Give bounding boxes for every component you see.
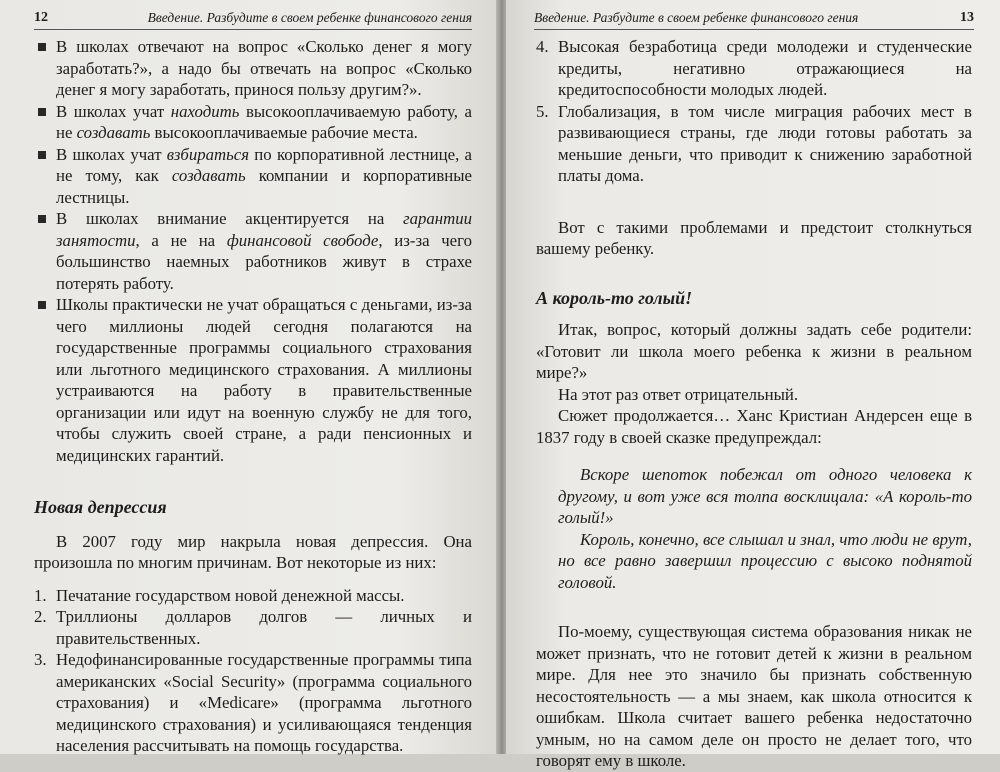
item-text: Печатание государством новой денежной массы. <box>56 585 405 605</box>
bullet-item <box>34 294 472 466</box>
text-run: В школах отвечают на вопрос «Сколько денег я могу заработать?», а надо бы отвечать на вопрос «Сколько денег я могу заработать, принося пользу другим?». <box>56 37 472 99</box>
text-run: В школах учат <box>56 101 171 121</box>
item-text: Триллионы долларов долгов — личных и правительственных. <box>56 607 472 648</box>
item-text: Высокая безработица среди молодежи и студенческие кредиты, негативно отражающиеся на кредитоспособности молодых людей. <box>558 37 972 99</box>
page-body <box>34 36 472 757</box>
paragraph: Сюжет продолжается… Ханс Кристиан Андерсен еще в 1837 году в своей сказке предупреждал: <box>536 406 972 447</box>
text-run: , из-за чего большинство наемных работников живут в страхе потерять работу. <box>56 230 472 293</box>
text-run: высокооплачиваемые рабочие места. <box>150 123 418 142</box>
numbered-item <box>34 585 472 607</box>
item-number: 5. <box>536 101 549 121</box>
page-header <box>534 6 974 30</box>
page-header <box>34 6 472 30</box>
emphasis-text: создавать <box>76 123 151 142</box>
item-number: 1. <box>34 585 47 605</box>
text-run: В школах внимание акцентируется на <box>56 209 404 228</box>
text-run: по корпоративной лестнице, а не тому, как <box>56 144 472 185</box>
section-heading: Новая депрессия <box>34 497 167 517</box>
emphasis-text: находить <box>170 101 240 121</box>
paragraph: В 2007 году мир накрыла новая депрессия. Она произошла по многим причинам. Вот некоторые из них: <box>34 531 472 572</box>
page-number: 12 <box>34 10 48 25</box>
numbered-list <box>536 36 972 187</box>
running-title: Введение. Разбудите в своем ребенке финансового гения <box>147 10 472 25</box>
bullet-item <box>34 36 472 101</box>
numbered-list <box>34 585 472 757</box>
paragraph: Вот с такими проблемами и предстоит столкнуться вашему ребенку. <box>536 217 972 258</box>
paragraph: На этот раз ответ отрицательный. <box>558 384 799 404</box>
numbered-item <box>536 36 972 101</box>
numbered-item <box>34 606 472 649</box>
text-run: , а не на <box>135 230 227 250</box>
bullet-item <box>34 101 472 144</box>
running-title: Введение. Разбудите в своем ребенке финансового гения <box>534 10 859 25</box>
section-heading: А король-то голый! <box>536 287 693 308</box>
bullet-item <box>34 208 472 294</box>
paragraph: Итак, вопрос, который должны задать себе родители: «Готовит ли школа моего ребенка к жизни в реальном мире?» <box>536 320 972 382</box>
left-page <box>0 0 498 754</box>
numbered-item <box>536 101 972 187</box>
item-text: Недофинансированные государственные программы типа американских «Social Security» (программа социального страхования) и «Medicare» (программа льготного медицинского страхования) и усиливающаяся тенденция населения рассчитывать на помощь государства. <box>56 650 472 755</box>
bullet-list <box>34 36 472 466</box>
emphasis-text: финансовой свободе <box>226 230 379 250</box>
item-number: 3. <box>34 650 47 669</box>
paragraph: По-моему, существующая система образования никак не может признать, что не готовит детей к жизни в реальном мире. Для нее это значило бы признать собственную несостоятельность — а мы знаем, как школа относится к ошибкам. Школа считает вашего ребенка недостаточно умным, но на самом деле он просто не делает того, что говорят ему в школе. <box>536 622 972 770</box>
emphasis-text: создавать <box>171 166 246 185</box>
text-run: компании и корпоративные лестницы. <box>56 166 472 207</box>
emphasis-text: гарантии занятости <box>56 209 472 250</box>
text-run: высокооплачиваемую работу, а не <box>56 101 473 142</box>
text-run: Школы практически не учат обращаться с деньгами, из-за чего миллионы людей сегодня полагаются на государственные программы социального страхования или льготного медицинского страхования. А миллионы устраиваются на работу в правительственные организации или идут на военную службу не для того, чтобы служить своей стране, а ради пенсионных и медицинских гарантий. <box>56 295 472 465</box>
numbered-item <box>34 649 472 757</box>
item-number: 4. <box>536 37 549 56</box>
bullet-item <box>34 144 472 209</box>
text-run: В школах учат <box>56 144 167 164</box>
quote-paragraph: Король, конечно, все слышал и знал, что люди не врут, но все равно завершил процессию с высоко поднятой головой. <box>558 529 972 592</box>
right-page <box>506 0 1000 770</box>
item-number: 2. <box>34 607 47 626</box>
quotation <box>536 464 972 593</box>
page-number: 13 <box>960 10 974 25</box>
emphasis-text: взбираться <box>166 144 250 164</box>
quote-paragraph: Вскоре шепоток побежал от одного человека к другому, и вот уже вся толпа восклицала: «А король-то голый!» <box>558 465 972 527</box>
item-text: Глобализация, в том числе миграция рабочих мест в развивающиеся страны, где люди готовы работать за меньшие деньги, что приводит к снижению заработной платы дома. <box>558 101 972 185</box>
page-body <box>536 36 972 772</box>
